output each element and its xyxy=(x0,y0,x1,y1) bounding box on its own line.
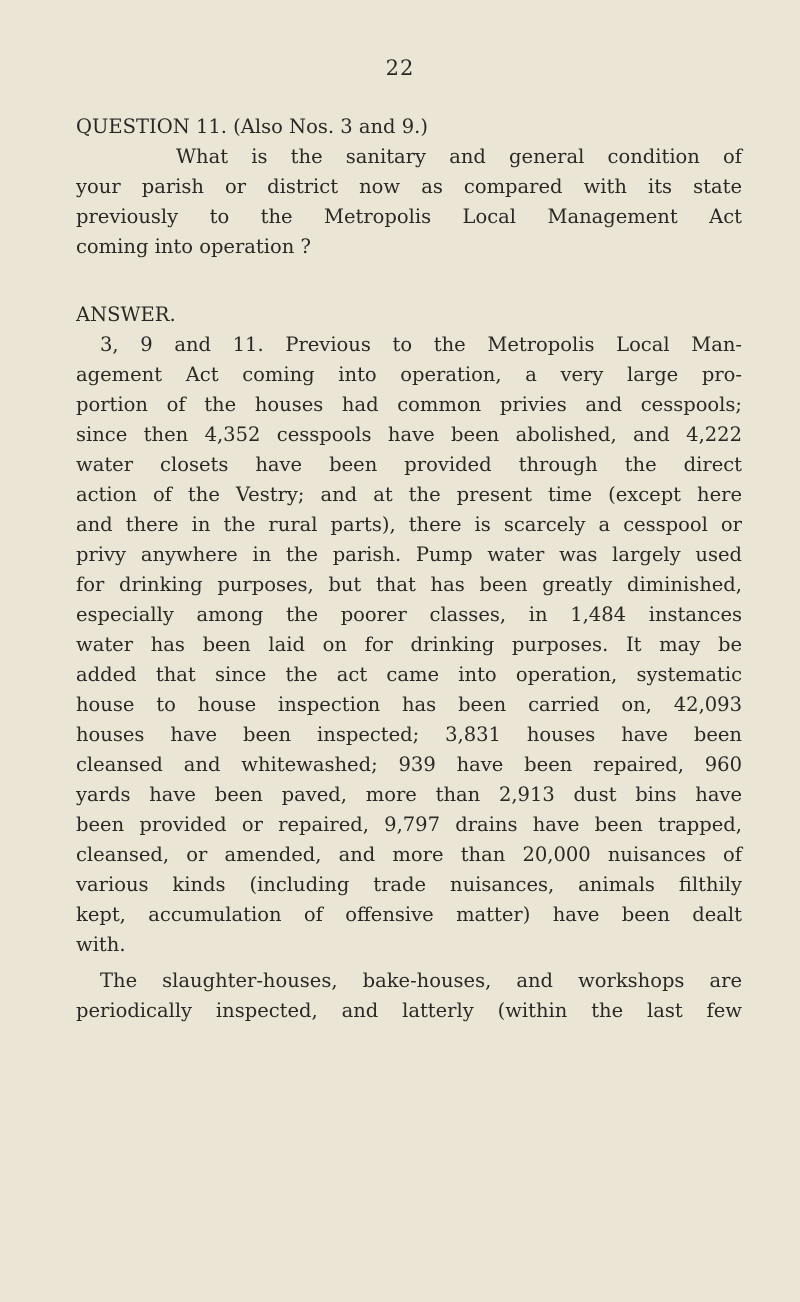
answer-line: been provided or repaired, 9,797 drains have been trapped, xyxy=(76,813,742,836)
answer-line: kept, accumulation of offensive matter) have been dealt xyxy=(76,903,742,926)
answer-line: action of the Vestry; and at the present time (except here xyxy=(76,483,742,506)
answer-line: 3, 9 and 11. Previous to the Metropolis Local Man- xyxy=(100,333,742,356)
answer-heading: ANSWER. xyxy=(76,303,176,326)
question-heading: QUESTION 11. (Also Nos. 3 and 9.) xyxy=(76,115,428,138)
answer-line: especially among the poorer classes, in 1,484 instances xyxy=(76,603,742,626)
answer-line: portion of the houses had common privies and cesspools; xyxy=(76,393,742,416)
question-text xyxy=(76,142,742,262)
answer-line: periodically inspected, and latterly (within the last few xyxy=(76,999,742,1022)
answer-line: The slaughter-houses, bake-houses, and workshops are xyxy=(100,969,742,992)
answer-line: cleansed, or amended, and more than 20,000 nuisances of xyxy=(76,843,742,866)
answer-line: with. xyxy=(76,933,126,956)
section-spacer xyxy=(76,262,742,300)
answer-line: privy anywhere in the parish. Pump water was largely used xyxy=(76,543,742,566)
answer-line: houses have been inspected; 3,831 houses have been xyxy=(76,723,742,746)
answer-line: added that since the act came into operation, systematic xyxy=(76,663,742,686)
answer-paragraph-1 xyxy=(76,330,742,960)
answer-line: since then 4,352 cesspools have been abolished, and 4,222 xyxy=(76,423,742,446)
page-content xyxy=(76,112,742,1026)
answer-line: yards have been paved, more than 2,913 dust bins have xyxy=(76,783,742,806)
answer-line: and there in the rural parts), there is scarcely a cesspool or xyxy=(76,513,742,536)
question-line: your parish or district now as compared with its state xyxy=(76,175,742,198)
answer-line: agement Act coming into operation, a very large pro- xyxy=(76,363,742,386)
answer-line: house to house inspection has been carried on, 42,093 xyxy=(76,693,742,716)
question-line: What is the sanitary and general condition of xyxy=(176,145,742,168)
answer-paragraph-2 xyxy=(76,966,742,1026)
page-number: 22 xyxy=(385,56,415,80)
question-line: coming into operation ? xyxy=(76,235,311,258)
answer-line: for drinking purposes, but that has been greatly diminished, xyxy=(76,573,742,596)
answer-line: various kinds (including trade nuisances, animals filthily xyxy=(76,873,742,896)
answer-line: water has been laid on for drinking purposes. It may be xyxy=(76,633,742,656)
question-line: previously to the Metropolis Local Management Act xyxy=(76,205,742,228)
answer-line: water closets have been provided through the direct xyxy=(76,453,742,476)
answer-line: cleansed and whitewashed; 939 have been repaired, 960 xyxy=(76,753,742,776)
